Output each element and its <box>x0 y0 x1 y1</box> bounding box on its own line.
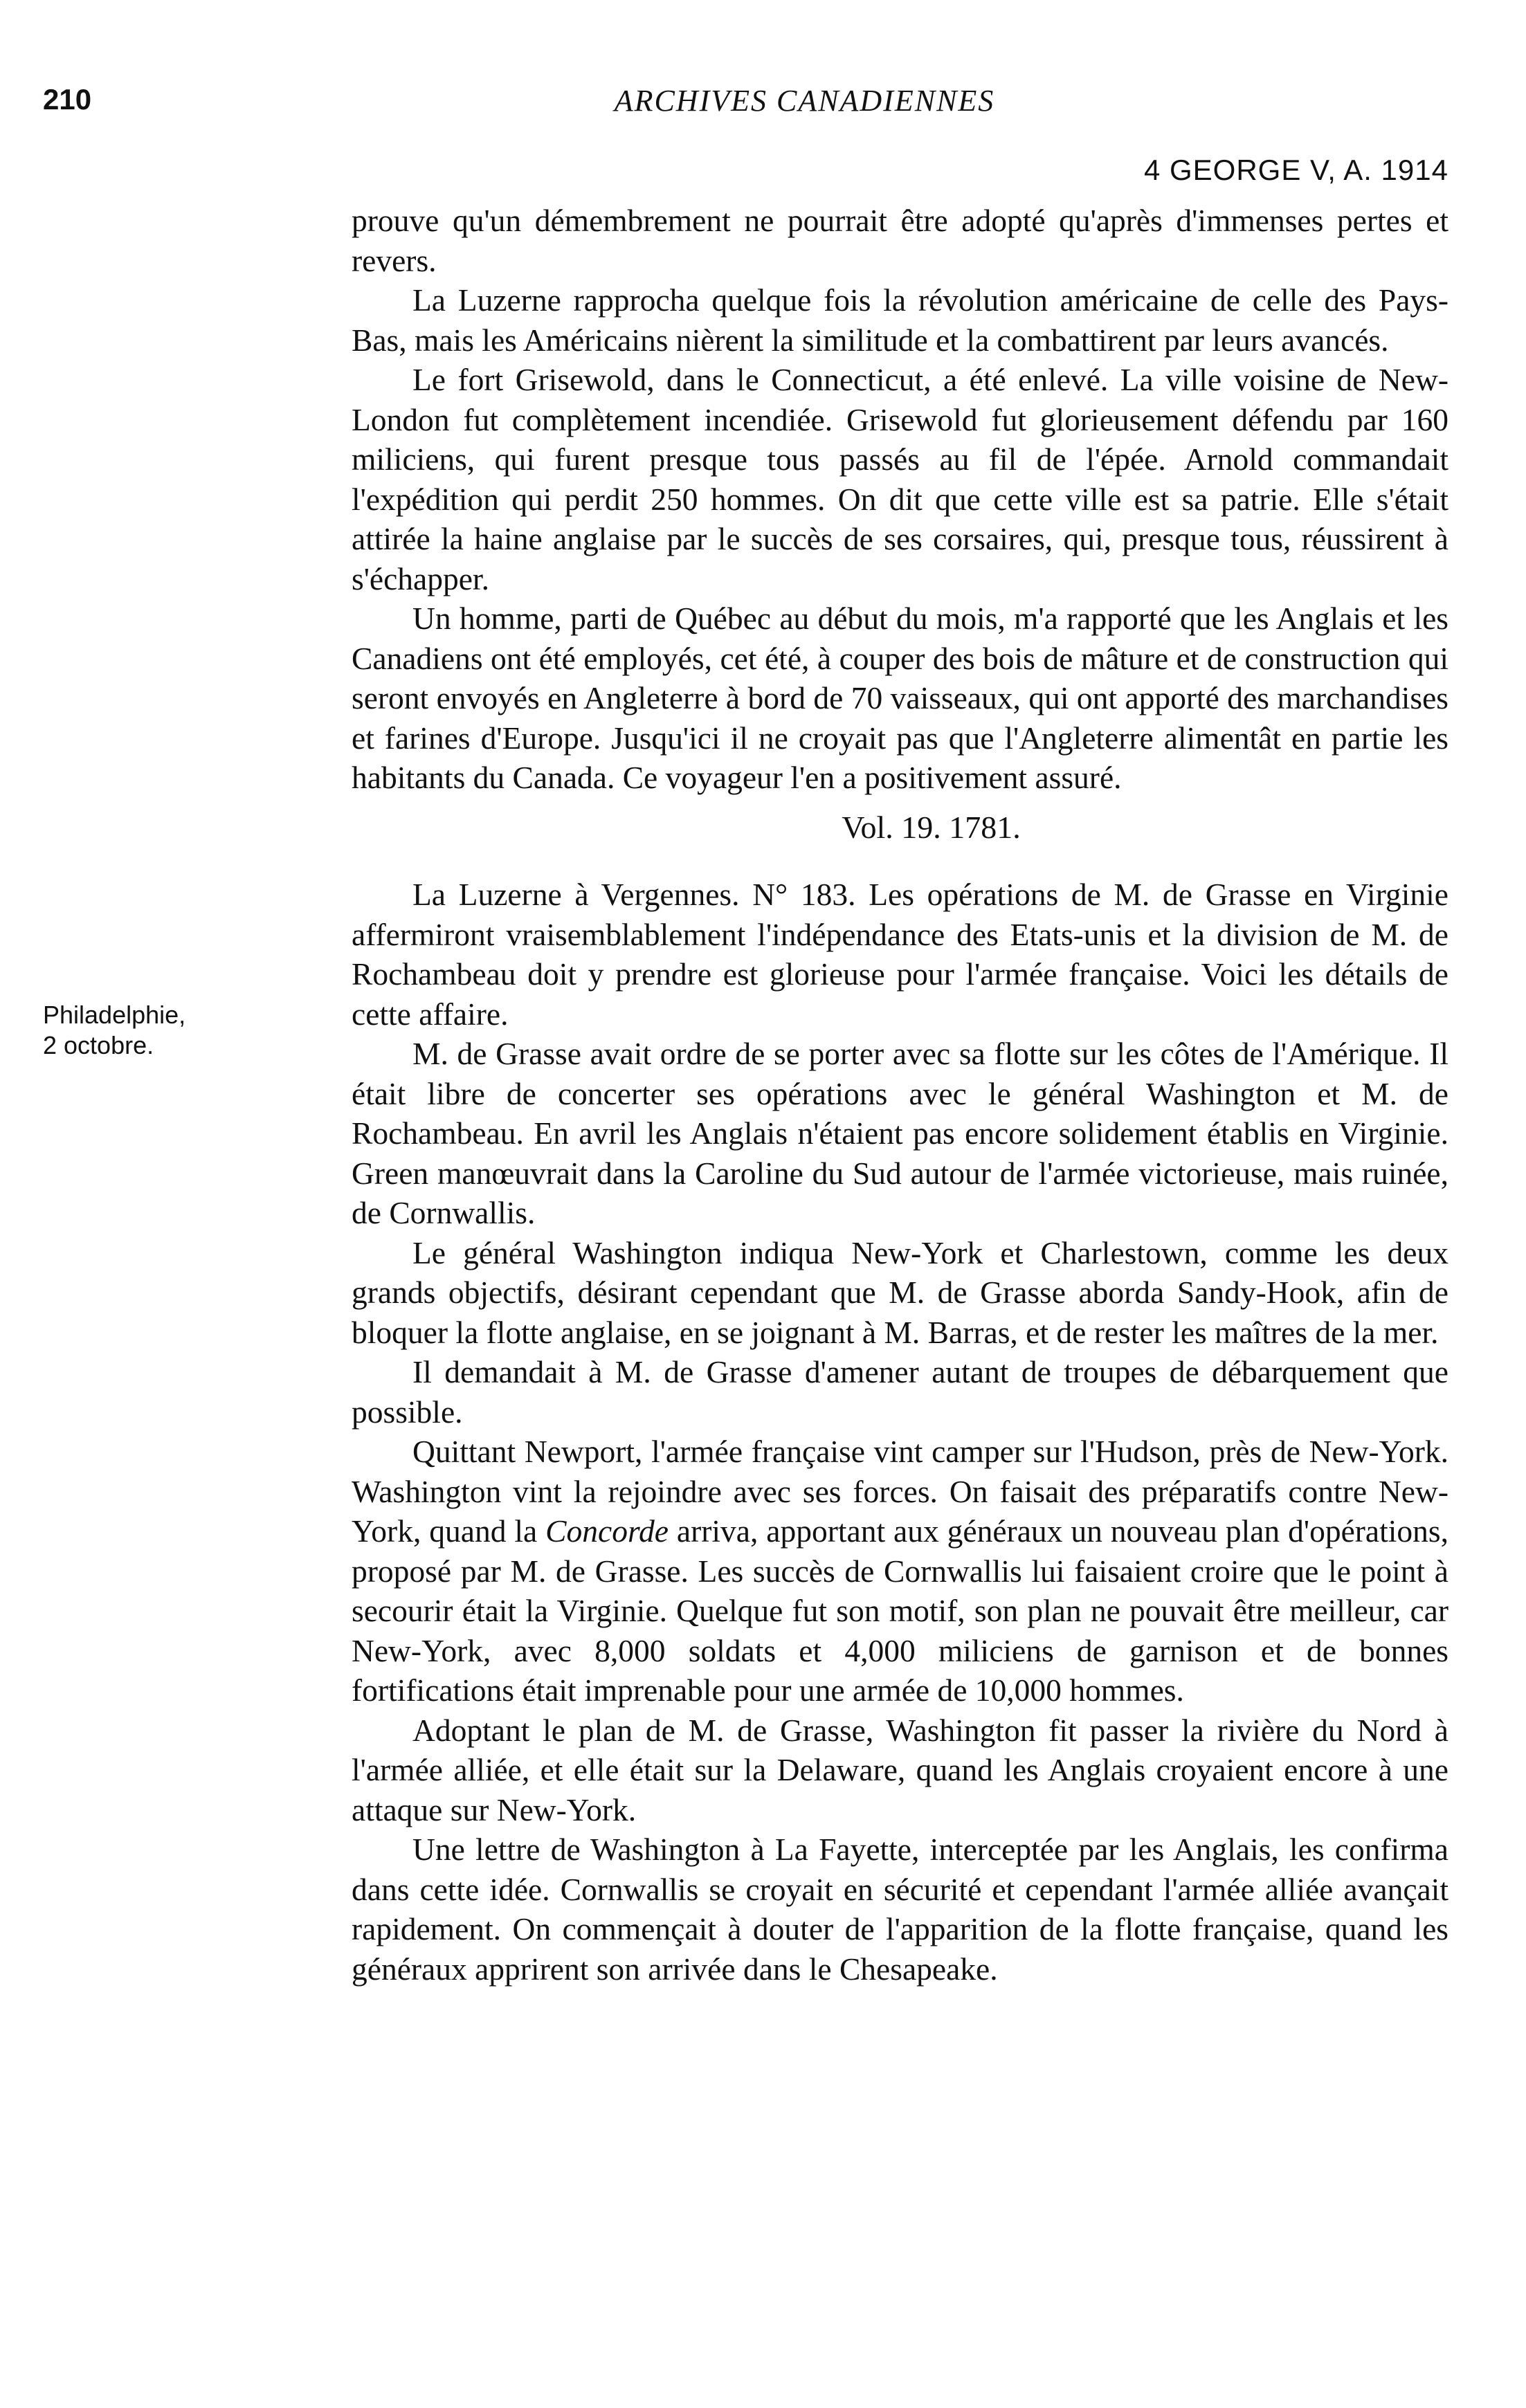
volume-heading: Vol. 19. 1781. <box>842 809 1021 845</box>
margin-note <box>43 1000 185 1061</box>
margin-note-date: 2 octobre. <box>43 1031 154 1059</box>
paragraph: Une lettre de Washington à La Fayette, interceptée par les Anglais, les confirma dans cette idée. Cornwallis se croyait en sécurité et cependant l'armée alliée avançait rapidement. On commençait à douter de l'apparition de la flotte française, quand les généraux apprirent son arrivée dans le Chesapeake. <box>352 1832 1448 1987</box>
paragraph-text: Quittant Newport, l'armée française vint camper sur l'Hudson, près de New-York. Washington vint la rejoindre avec ses forces. On faisait des préparatifs contre New-York, quand la <box>352 1434 1448 1549</box>
paragraph-continued: prouve qu'un démembrement ne pourrait être adopté qu'après d'immenses pertes et revers. <box>352 203 1448 278</box>
letter-summary: La Luzerne à Vergennes. N° 183. Les opérations de M. de Grasse en Virginie affermiront vraisemblablement l'indépendance des Etats-unis et la division de M. de Rochambeau doit y prendre est glorieuse pour l'armée française. Voici les détails de cette affaire. <box>352 877 1448 1032</box>
ship-name: Concorde <box>545 1513 669 1549</box>
session-label: 4 GEORGE V, A. 1914 <box>1143 154 1448 186</box>
paragraph <box>352 1432 1448 1711</box>
paragraph: La Luzerne rapprocha quelque fois la révolution américaine de celle des Pays-Bas, mais les Américains nièrent la similitude et la combattirent par leurs avancés. <box>352 282 1448 358</box>
paragraph: Il demandait à M. de Grasse d'amener autant de troupes de débarquement que possible. <box>352 1354 1448 1430</box>
body-text <box>352 201 1448 1989</box>
page-number: 210 <box>43 83 92 116</box>
paragraph: M. de Grasse avait ordre de se porter avec sa flotte sur les côtes de l'Amérique. Il était libre de concerter ses opérations avec le général Washington et M. de Rochambeau. En avril les Anglais n'étaient pas encore solidement établis en Virginie. Green manœuvrait dans la Caroline du Sud autour de l'armée victorieuse, mais ruinée, de Cornwallis. <box>352 1036 1448 1230</box>
margin-note-place: Philadelphie, <box>43 1001 186 1029</box>
paragraph: Un homme, parti de Québec au début du mois, m'a rapporté que les Anglais et les Canadiens ont été employés, cet été, à couper des bois de mâture et de construction qui seront envoyés en Angleterre à bord de 70 vaisseaux, qui ont apporté des marchandises et farines d'Europe. Jusqu'ici il ne croyait pas que l'Angleterre alimentât en partie les habitants du Canada. Ce voyageur l'en a positivement assuré. <box>352 601 1448 795</box>
paragraph: Le fort Grisewold, dans le Connecticut, a été enlevé. La ville voisine de New-London fut complètement incendiée. Grisewold fut glorieusement défendu par 160 miliciens, qui furent presque tous passés au fil de l'épée. Arnold commandait l'expédition qui perdit 250 hommes. On dit que cette ville est sa patrie. Elle s'était attirée la haine anglaise par le succès de ses corsaires, qui, presque tous, réussirent à s'échapper. <box>352 362 1448 596</box>
paragraph: Le général Washington indiqua New-York et Charlestown, comme les deux grands objectifs, désirant cependant que M. de Grasse aborda Sandy-Hook, afin de bloquer la flotte anglaise, en se joignant à M. Barras, et de rester les maîtres de la mer. <box>352 1234 1448 1350</box>
paragraph-text: arriva, apportant aux généraux un nouveau plan d'opérations, proposé par M. de Grasse. Les succès de Cornwallis lui faisaient croire que le point à secourir était la Virginie. Quelque fut son motif, son plan ne pouvait être meilleur, car New-York, avec 8,000 soldats et 4,000 miliciens de garnison et de bonnes fortifications était imprenable pour une armée de 10,000 hommes. <box>352 1513 1448 1708</box>
running-title: ARCHIVES CANADIENNES <box>614 84 995 118</box>
paragraph: Adoptant le plan de M. de Grasse, Washington fit passer la rivière du Nord à l'armée alliée, et elle était sur la Delaware, quand les Anglais croyaient encore à une attaque sur New-York. <box>352 1712 1448 1827</box>
